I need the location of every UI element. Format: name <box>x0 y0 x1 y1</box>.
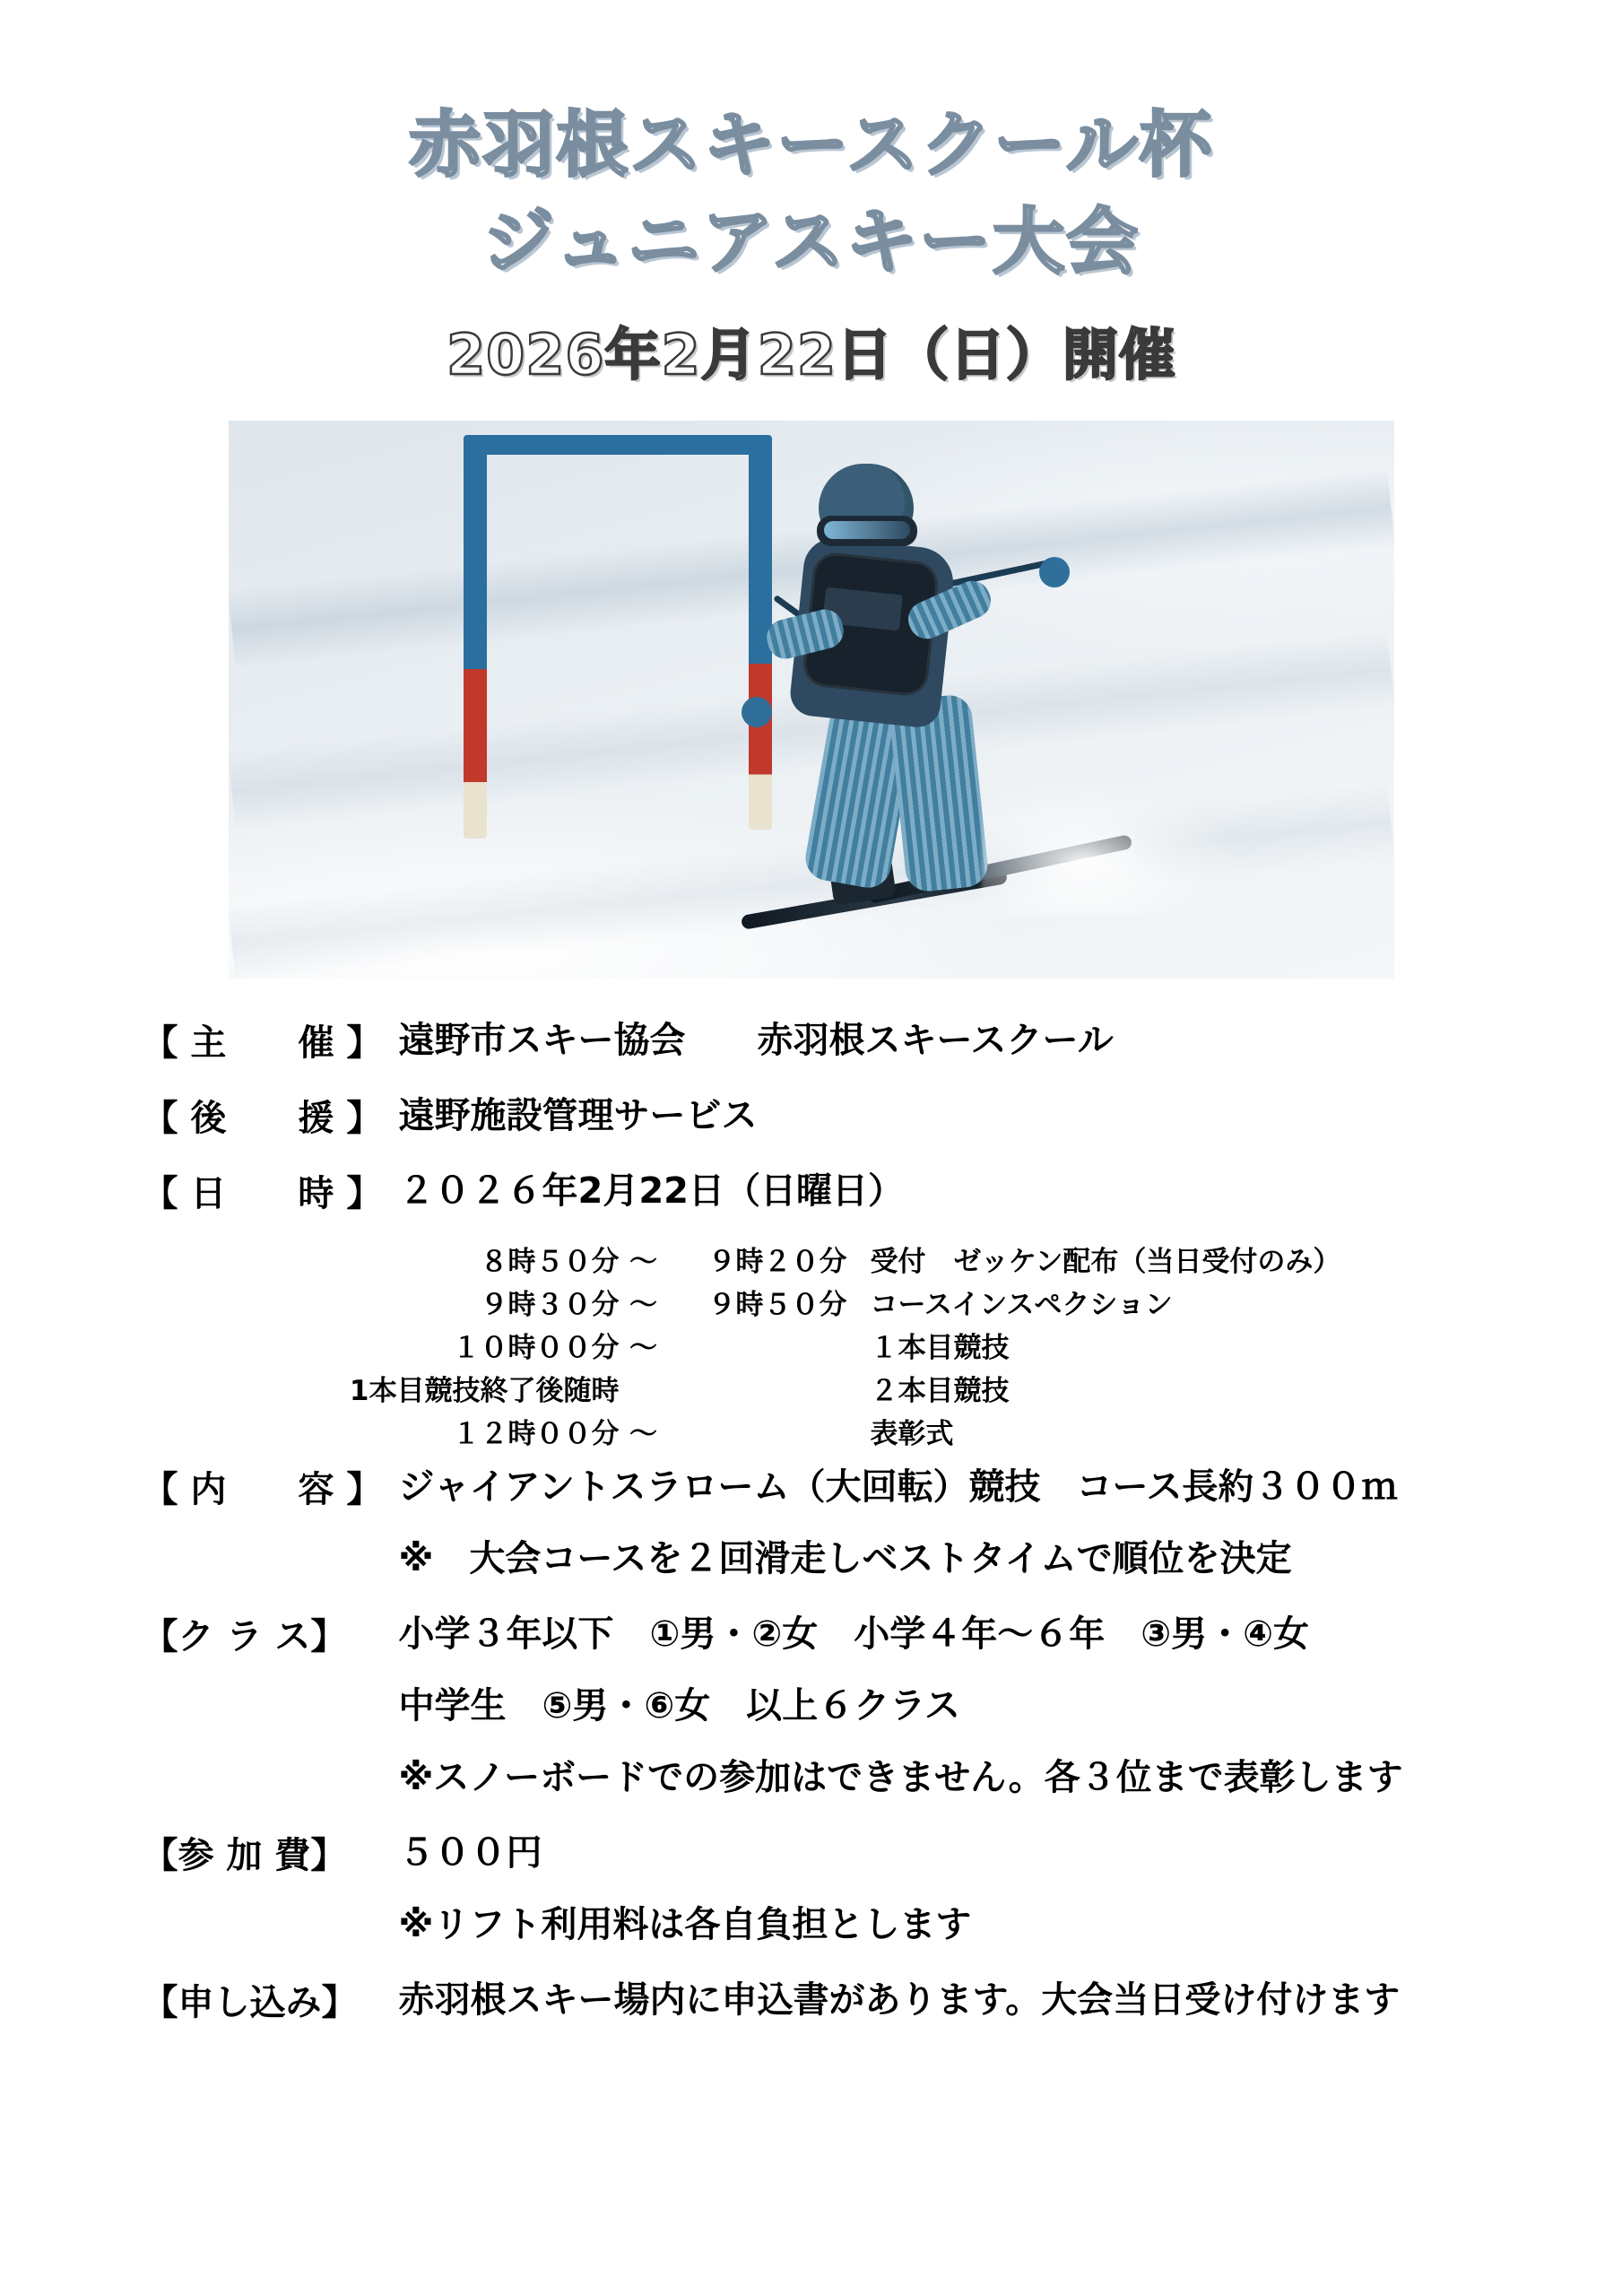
snow-spray <box>982 781 1233 916</box>
schedule-end-time: ９時２０分 <box>707 1246 847 1278</box>
poster-title-line-1: 赤羽根スキースクール杯 <box>409 103 1213 187</box>
detail-label: 【申し込み】 <box>142 1982 358 2024</box>
schedule-tilde <box>620 1370 668 1413</box>
detail-label: 【ク ラ ス】 <box>142 1616 347 1658</box>
detail-value: ５００円 <box>398 1832 542 1874</box>
goggle-lens <box>824 521 910 539</box>
poster-title-line-2: ジュニアスキー大会 <box>481 200 1141 283</box>
detail-note: ※ 大会コースを２回滑走しベストタイムで順位を決定 <box>398 1538 1292 1580</box>
detail-value: 小学３年以下 ①男・②女 小学４年〜６年 ③男・④女 <box>398 1613 1309 1656</box>
schedule-row <box>324 1326 1493 1370</box>
detail-note: ※リフト利用料は各自負担とします <box>398 1904 972 1946</box>
schedule-end-time <box>668 1326 847 1370</box>
detail-value-group <box>399 1608 1493 1804</box>
gate-pole-left <box>464 435 487 839</box>
ski-pole-grip <box>742 697 772 727</box>
detail-value: ２０２６年2月22日（日曜日） <box>398 1170 904 1212</box>
detail-row-content <box>130 1461 1493 1585</box>
schedule-table <box>324 1240 1493 1456</box>
schedule-description: 表彰式 <box>870 1418 954 1451</box>
schedule-start-time: 1本目競技終了後随時 <box>349 1375 620 1408</box>
schedule-row <box>324 1413 1493 1456</box>
poster-details <box>130 1014 1493 2026</box>
detail-row-organizer <box>130 1014 1493 1066</box>
gate-crossbar <box>469 435 765 455</box>
schedule-description: １本目競技 <box>870 1332 1010 1365</box>
detail-row-datetime <box>130 1165 1493 1217</box>
schedule-start-time: ９時３０分 <box>480 1289 620 1322</box>
detail-label: 【参 加 費】 <box>142 1835 347 1877</box>
detail-label: 【 日 時 】 <box>142 1173 383 1214</box>
schedule-row <box>324 1283 1493 1326</box>
schedule-end-time: ９時５０分 <box>707 1289 847 1322</box>
schedule-tilde: 〜 <box>629 1418 657 1451</box>
detail-value-group <box>399 1827 1493 1951</box>
detail-value: 遠野施設管理サービス <box>398 1095 758 1136</box>
skier-photo <box>229 421 1394 978</box>
detail-row-fee <box>130 1827 1493 1951</box>
detail-row-application <box>130 1974 1493 2026</box>
detail-label: 【 内 容 】 <box>142 1469 383 1511</box>
detail-value: 遠野市スキー協会 赤羽根スキースクール <box>398 1020 1114 1061</box>
detail-value-2: 中学生 ⑤男・⑥女 以上６クラス <box>398 1685 961 1727</box>
detail-row-class <box>130 1608 1493 1804</box>
schedule-end-time <box>668 1370 847 1413</box>
schedule-start-time: １２時００分 <box>452 1418 620 1451</box>
schedule-end-time <box>668 1413 847 1456</box>
schedule-row <box>324 1240 1493 1283</box>
detail-label: 【 後 援 】 <box>142 1098 383 1139</box>
detail-label: 【 主 催 】 <box>142 1022 383 1064</box>
schedule-description: ２本目競技 <box>870 1375 1010 1408</box>
detail-value: 赤羽根スキー場内に申込書があります。大会当日受け付けます <box>398 1979 1401 2022</box>
schedule-start-time: １０時００分 <box>452 1332 620 1365</box>
detail-note: ※スノーボードでの参加はできません。各３位まで表彰します <box>398 1757 1403 1799</box>
detail-value: ジャイアントスラローム（大回転）競技 コース長約３００ｍ <box>398 1466 1398 1509</box>
schedule-tilde: 〜 <box>629 1246 657 1278</box>
schedule-start-time: ８時５０分 <box>480 1246 620 1278</box>
schedule-row <box>324 1370 1493 1413</box>
schedule-tilde: 〜 <box>629 1289 657 1322</box>
detail-value-group <box>399 1461 1493 1585</box>
title-block <box>0 0 1622 390</box>
ski-pole-grip <box>1039 557 1070 587</box>
detail-row-supporter <box>130 1090 1493 1142</box>
schedule-tilde: 〜 <box>629 1332 657 1365</box>
schedule-description: コースインスペクション <box>870 1289 1173 1322</box>
poster-subtitle-date: 2026年2月22日（日）開催 <box>447 322 1175 387</box>
schedule-description: 受付 ゼッケン配布（当日受付のみ） <box>870 1246 1341 1278</box>
